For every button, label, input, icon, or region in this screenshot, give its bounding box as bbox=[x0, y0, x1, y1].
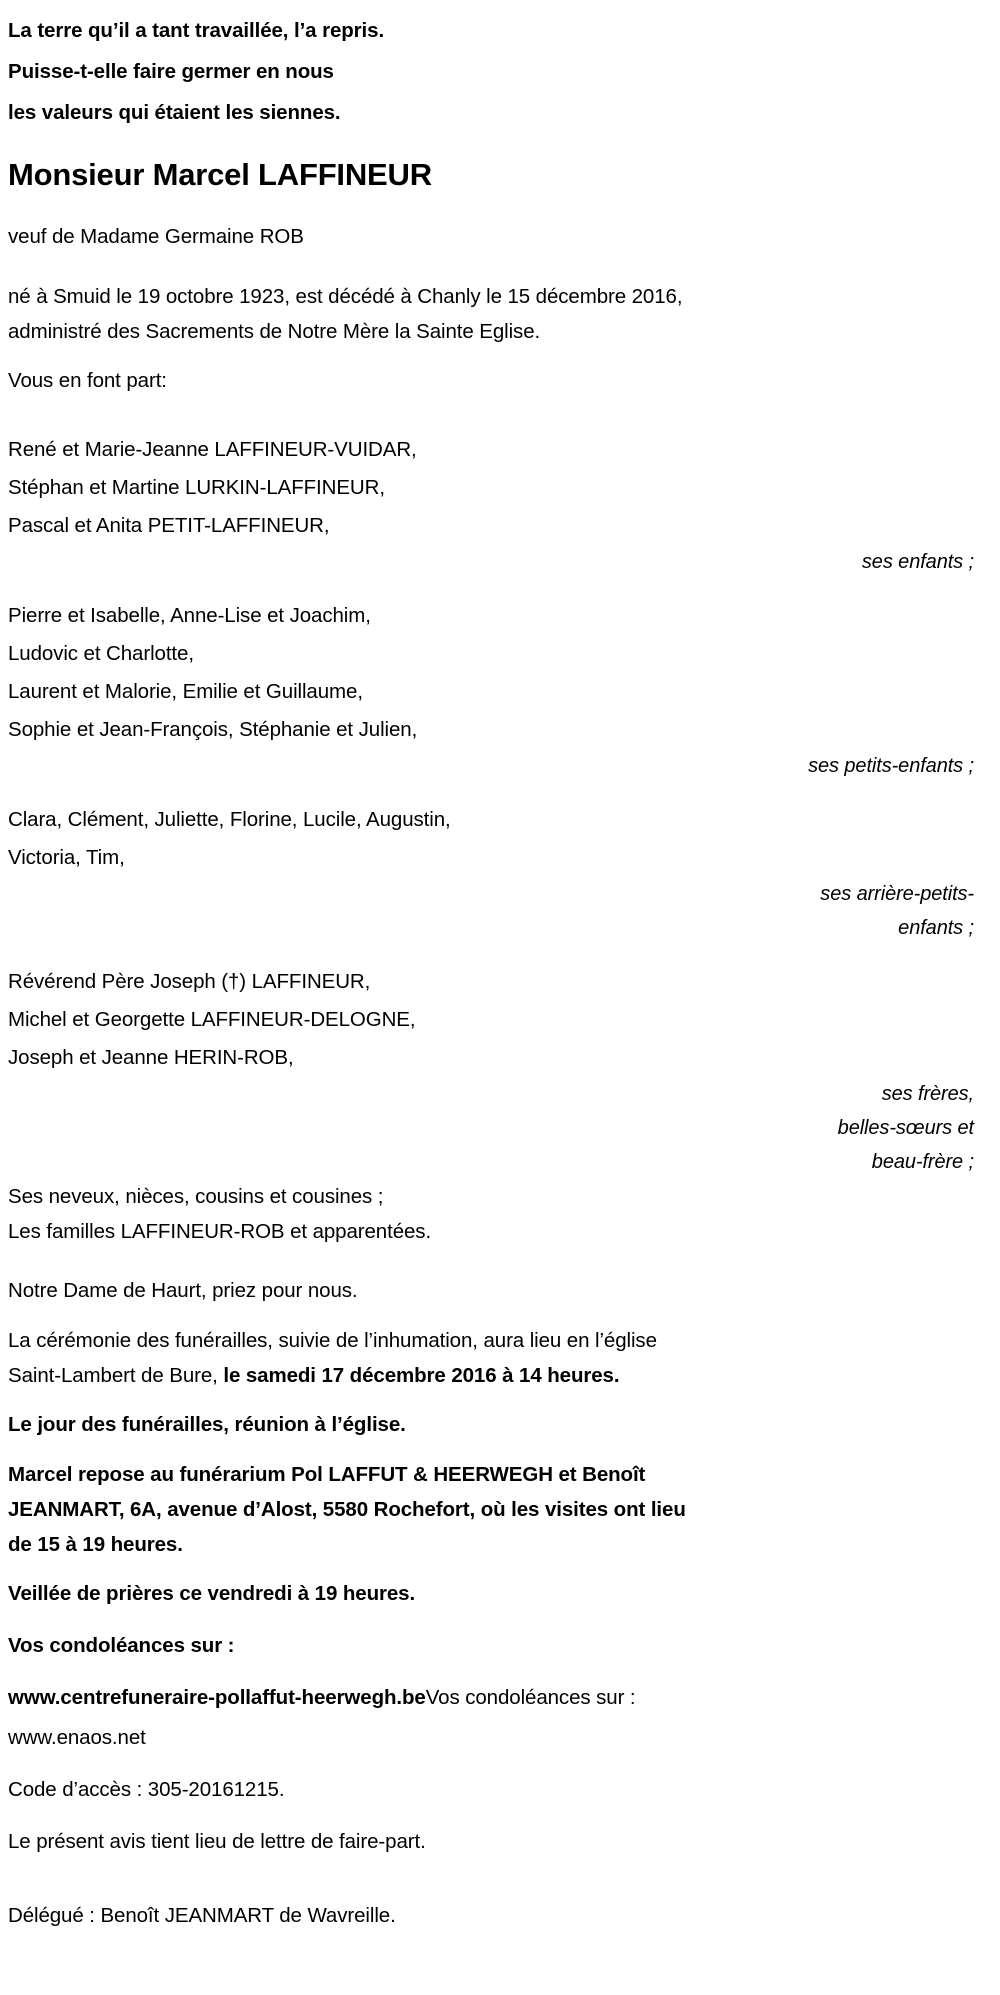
condolences-second-website-link[interactable]: www.enaos.net bbox=[8, 1726, 146, 1749]
family-name-line: Stéphan et Martine LURKIN-LAFFINEUR, bbox=[8, 476, 385, 499]
ceremony-line bbox=[8, 1358, 976, 1393]
family-names bbox=[8, 801, 976, 877]
relation-label-line: ses arrière-petits- bbox=[820, 883, 974, 905]
extended-family-line: Les familles LAFFINEUR-ROB et apparentées. bbox=[8, 1220, 432, 1243]
verse-line: les valeurs qui étaient les siennes. bbox=[8, 101, 341, 124]
funeral-home-line: Marcel repose au funérarium Pol LAFFUT & HEERWEGH et Benoît bbox=[8, 1463, 646, 1486]
spacer bbox=[8, 1862, 976, 1896]
verse-line: Puisse-t-elle faire germer en nous bbox=[8, 60, 334, 83]
family-name-line: Joseph et Jeanne HERIN-ROB, bbox=[8, 1046, 294, 1069]
condolences-block bbox=[8, 1678, 976, 1758]
extended-family bbox=[8, 1179, 976, 1249]
relation-label-line: ses petits-enfants ; bbox=[808, 755, 974, 777]
ceremony-line: La cérémonie des funérailles, suivie de l’inhumation, aura lieu en l’église bbox=[8, 1329, 657, 1352]
funeral-home-line: JEANMART, 6A, avenue d’Alost, 5580 Rochefort, où les visites ont lieu bbox=[8, 1498, 686, 1521]
relation-label-line: enfants ; bbox=[898, 917, 974, 939]
condolences-website-link[interactable]: www.centrefuneraire-pollaffut-heerwegh.be bbox=[8, 1686, 426, 1709]
spacer bbox=[8, 349, 976, 361]
ceremony-location: Saint-Lambert de Bure, bbox=[8, 1364, 224, 1387]
relation-label-line: beau-frère ; bbox=[871, 1151, 974, 1173]
spacer bbox=[8, 1562, 976, 1574]
family-group-grandchildren bbox=[8, 597, 976, 783]
spouse-line: veuf de Madame Germaine ROB bbox=[8, 225, 304, 248]
family-group-great-grandchildren bbox=[8, 801, 976, 945]
family-names bbox=[8, 963, 976, 1077]
relation-label-line: ses frères, bbox=[881, 1083, 974, 1105]
spacer bbox=[8, 205, 976, 217]
verse-line: La terre qu’il a tant travaillée, l’a repris. bbox=[8, 19, 385, 42]
family-name-line: Laurent et Malorie, Emilie et Guillaume, bbox=[8, 680, 363, 703]
spacer bbox=[8, 1249, 976, 1271]
family-names bbox=[8, 597, 976, 749]
family-name-line: Victoria, Tim, bbox=[8, 846, 125, 869]
biography bbox=[8, 279, 976, 349]
deceased-name: Monsieur Marcel LAFFINEUR bbox=[8, 157, 432, 192]
condolences-trailing-text: Vos condoléances sur : bbox=[425, 1686, 636, 1709]
relation-label bbox=[8, 749, 976, 783]
family-name-line: Pascal et Anita PETIT-LAFFINEUR, bbox=[8, 514, 330, 537]
reunion-notice: Le jour des funérailles, réunion à l’église. bbox=[8, 1413, 406, 1436]
biography-line: administré des Sacrements de Notre Mère la Sainte Eglise. bbox=[8, 320, 541, 343]
extended-family-line: Ses neveux, nièces, cousins et cousines ; bbox=[8, 1185, 384, 1208]
family-name-line: Sophie et Jean-François, Stéphanie et Julien, bbox=[8, 718, 418, 741]
family-name-line: Révérend Père Joseph (†) LAFFINEUR, bbox=[8, 970, 371, 993]
relation-label-line: ses enfants ; bbox=[861, 551, 974, 573]
announcement-intro: Vous en font part: bbox=[8, 369, 167, 392]
family-names bbox=[8, 431, 976, 545]
vigil-notice: Veillée de prières ce vendredi à 19 heures. bbox=[8, 1582, 416, 1605]
family-name-line: Ludovic et Charlotte, bbox=[8, 642, 194, 665]
biography-line: né à Smuid le 19 octobre 1923, est décédé à Chanly le 15 décembre 2016, bbox=[8, 285, 683, 308]
spacer bbox=[8, 1445, 976, 1457]
family-group-siblings bbox=[8, 963, 976, 1179]
spacer bbox=[8, 1311, 976, 1323]
relation-label bbox=[8, 545, 976, 579]
funeral-home-line: de 15 à 19 heures. bbox=[8, 1533, 183, 1556]
spacer bbox=[8, 401, 976, 413]
relation-label bbox=[8, 877, 976, 945]
delegate-line: Délégué : Benoît JEANMART de Wavreille. bbox=[8, 1904, 396, 1927]
access-code: Code d’accès : 305-20161215. bbox=[8, 1778, 285, 1801]
family-group-children bbox=[8, 431, 976, 579]
condolences-url-line bbox=[8, 1678, 976, 1718]
family-name-line: Clara, Clément, Juliette, Florine, Lucile, Augustin, bbox=[8, 808, 451, 831]
spacer bbox=[8, 1810, 976, 1822]
prayer-line: Notre Dame de Haurt, priez pour nous. bbox=[8, 1279, 358, 1302]
relation-label-line: belles-sœurs et bbox=[837, 1117, 974, 1139]
spacer bbox=[8, 1393, 976, 1405]
ceremony-datetime: le samedi 17 décembre 2016 à 14 heures. bbox=[223, 1364, 620, 1387]
spacer bbox=[8, 1614, 976, 1626]
legal-notice: Le présent avis tient lieu de lettre de faire-part. bbox=[8, 1830, 426, 1853]
funeral-home-details bbox=[8, 1457, 976, 1562]
spacer bbox=[8, 1758, 976, 1770]
family-name-line: Pierre et Isabelle, Anne-Lise et Joachim, bbox=[8, 604, 371, 627]
family-name-line: Michel et Georgette LAFFINEUR-DELOGNE, bbox=[8, 1008, 416, 1031]
relation-label bbox=[8, 1077, 976, 1179]
family-name-line: René et Marie-Jeanne LAFFINEUR-VUIDAR, bbox=[8, 438, 417, 461]
ceremony-details bbox=[8, 1323, 976, 1393]
opening-verse bbox=[8, 10, 976, 133]
condolences-heading: Vos condoléances sur : bbox=[8, 1634, 235, 1657]
spacer bbox=[8, 1666, 976, 1678]
spacer bbox=[8, 257, 976, 279]
